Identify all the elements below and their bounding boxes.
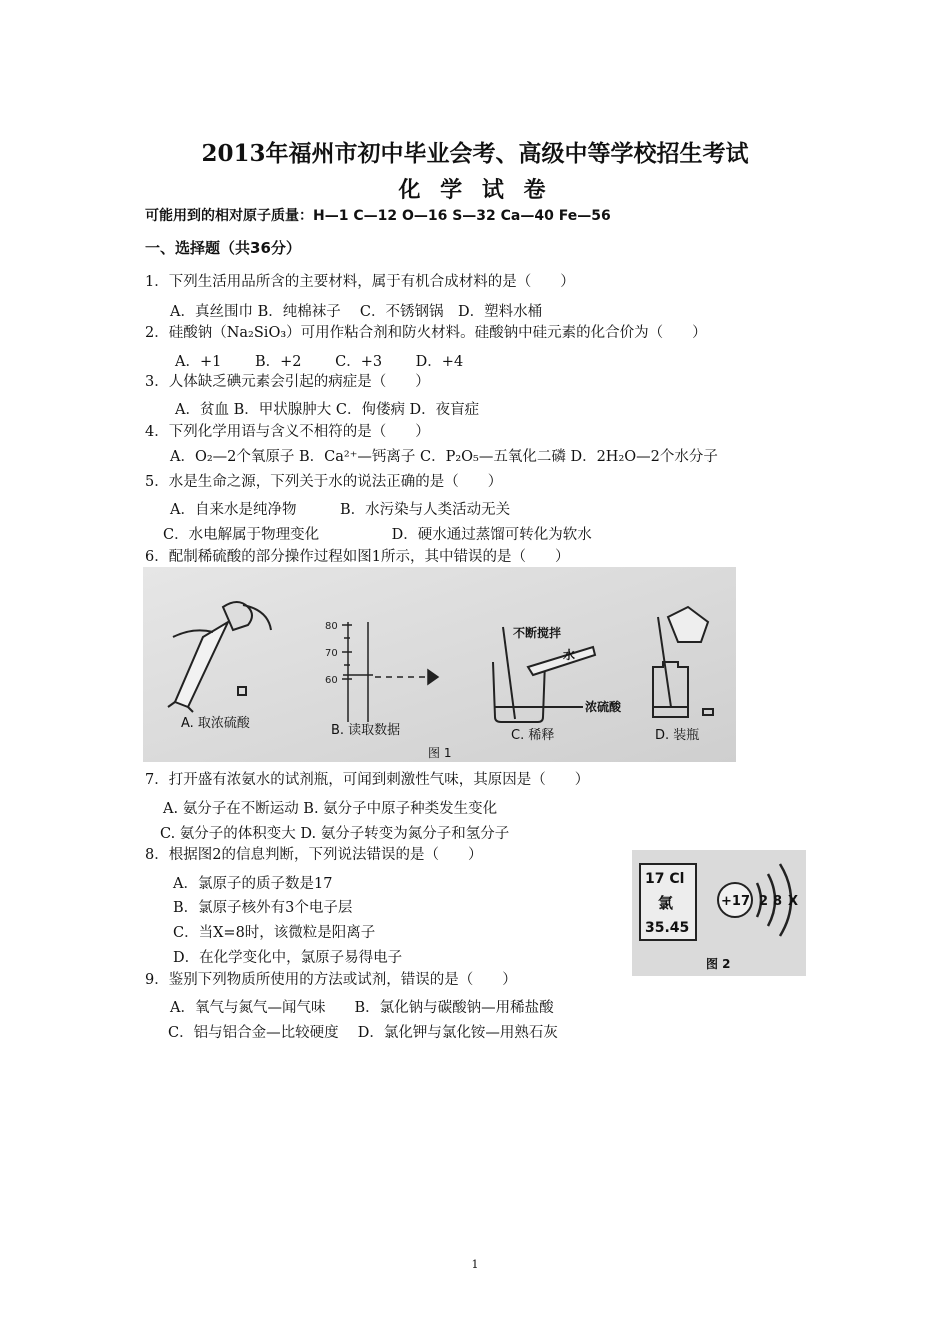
element-atomic-mass: 35.45	[645, 920, 690, 936]
figure-1	[143, 567, 736, 762]
shell-count-1: 2	[759, 894, 769, 909]
question-stem: 6．配制稀硫酸的部分操作过程如图1所示，其中错误的是（ ）	[145, 549, 570, 565]
shell-count-2: 8	[773, 894, 783, 909]
question-stem: 5．水是生命之源，下列关于水的说法正确的是（ ）	[145, 474, 503, 490]
figure-2	[632, 850, 806, 976]
question-options: A. 氨分子在不断运动 B. 氨分子中原子种类发生变化	[163, 801, 498, 817]
figure-1-drawing	[143, 567, 736, 762]
fig1-caption-c: C. 稀释	[511, 728, 555, 743]
question-options: A．氧气与氮气—闻气味 B．氯化钠与碳酸钠—用稀盐酸	[170, 1000, 554, 1016]
fig1-scale-mark: 70	[325, 648, 338, 659]
exam-title: 2013年福州市初中毕业会考、高级中等学校招生考试	[201, 140, 749, 167]
question-stem: 4．下列化学用语与含义不相符的是（ ）	[145, 424, 430, 440]
question-options: A．自来水是纯净物 B．水污染与人类活动无关	[170, 502, 511, 518]
question-stem: 7．打开盛有浓氨水的试剂瓶，可闻到刺激性气味，其原因是（ ）	[145, 772, 590, 788]
exam-subtitle: 化 学 试 卷	[398, 177, 552, 203]
fig1-label: 图 1	[428, 746, 452, 760]
shell-count-3: X	[788, 894, 799, 909]
question-options: A．真丝围巾 B．纯棉袜子 C．不锈钢锅 D．塑料水桶	[170, 304, 543, 320]
element-name: 氯	[658, 894, 674, 912]
figure-2-drawing	[632, 850, 806, 976]
fig1-annotation-acid: 浓硫酸	[585, 700, 622, 714]
fig1-annotation-water: 水	[563, 648, 576, 662]
fig2-label: 图 2	[706, 957, 731, 971]
question-stem: 2．硅酸钠（Na₂SiO₃）可用作粘合剂和防火材料。硅酸钠中硅元素的化合价为（ ）	[145, 325, 707, 341]
question-options: A．+1 B．+2 C．+3 D．+4	[175, 354, 464, 370]
fig1-caption-b: B. 读取数据	[331, 723, 401, 738]
fig1-scale-mark: 80	[325, 621, 338, 632]
section-heading: 一、选择题（共36分）	[145, 239, 301, 257]
question-options: C. 氨分子的体积变大 D. 氨分子转变为氮分子和氢分子	[160, 826, 510, 842]
question-options: C．铝与铝合金—比较硬度 D．氯化钾与氯化铵—用熟石灰	[168, 1025, 558, 1041]
question-options: D．在化学变化中，氯原子易得电子	[173, 950, 403, 966]
question-options: C．当X=8时，该微粒是阳离子	[173, 925, 376, 941]
question-options: B．氯原子核外有3个电子层	[173, 900, 353, 916]
question-options: A．O₂—2个氧原子 B．Ca²⁺—钙离子 C．P₂O₅—五氧化二磷 D．2H₂O—2个水分子	[170, 449, 718, 465]
fig1-caption-d: D. 装瓶	[655, 728, 700, 743]
element-number-symbol: 17 Cl	[645, 871, 685, 887]
question-options: A．贫血 B．甲状腺肿大 C．佝偻病 D．夜盲症	[175, 402, 480, 418]
question-options: A．氯原子的质子数是17	[173, 876, 333, 892]
question-stem: 3．人体缺乏碘元素会引起的病症是（ ）	[145, 374, 430, 390]
fig1-scale-mark: 60	[325, 675, 338, 686]
question-stem: 1．下列生活用品所含的主要材料，属于有机合成材料的是（ ）	[145, 274, 575, 290]
page-number: 1	[471, 1258, 479, 1271]
question-stem: 8．根据图2的信息判断，下列说法错误的是（ ）	[145, 847, 483, 863]
fig1-annotation-stir: 不断搅拌	[513, 626, 562, 640]
nucleus-charge: +17	[721, 894, 750, 909]
fig1-caption-a: A. 取浓硫酸	[181, 716, 250, 731]
atomic-masses: 可能用到的相对原子质量：H—1 C—12 O—16 S—32 Ca—40 Fe—56	[145, 208, 611, 224]
question-stem: 9．鉴别下列物质所使用的方法或试剂，错误的是（ ）	[145, 972, 517, 988]
question-options: C．水电解属于物理变化 D．硬水通过蒸馏可转化为软水	[163, 527, 592, 543]
